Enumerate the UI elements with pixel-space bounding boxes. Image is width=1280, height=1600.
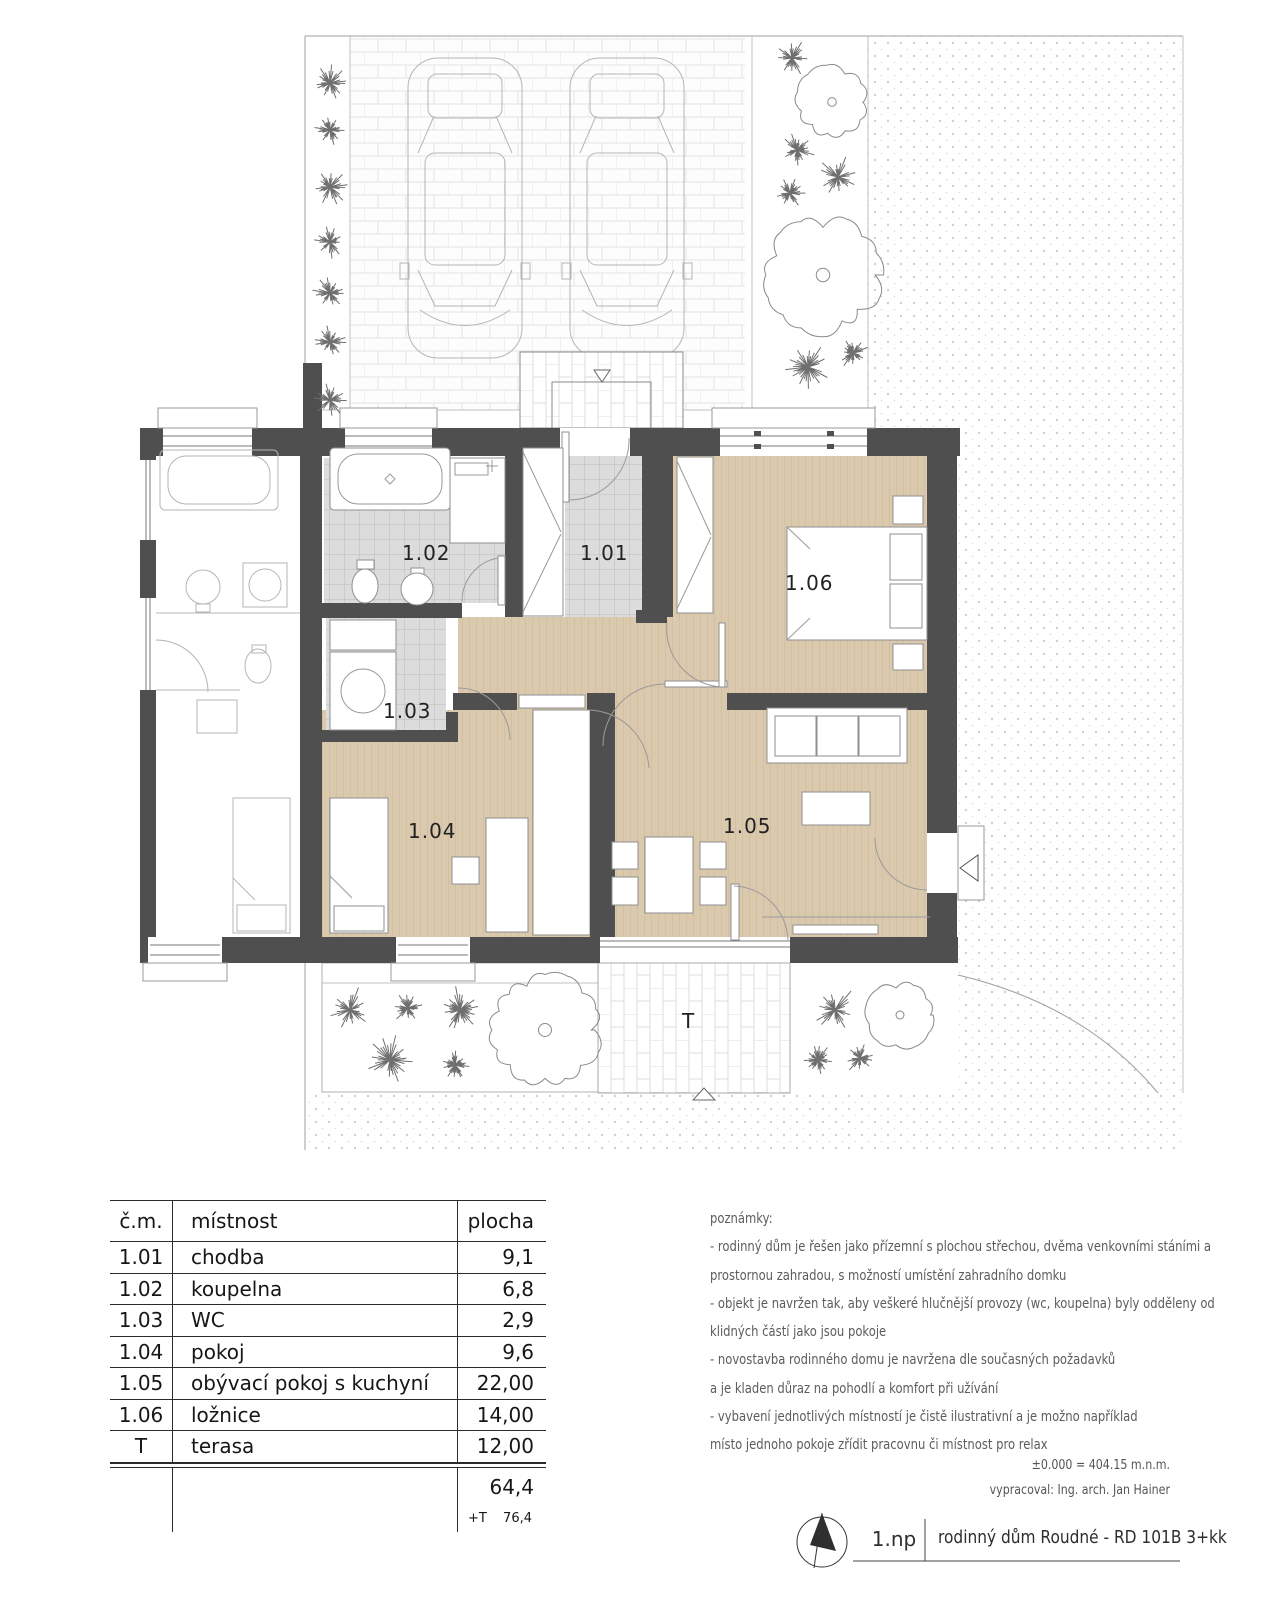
notes-line: - novostavba rodinného domu je navržena dle současných požadavků [710,1352,1116,1369]
total-area: 64,4 [489,1474,534,1499]
table-row [110,1337,546,1369]
table-row [110,1242,546,1274]
wardrobe [523,448,563,616]
bathroom-door-leaf [498,556,505,605]
bathtub [330,448,450,510]
cell-room: chodba [172,1242,458,1273]
north-arrow-icon [797,1513,847,1568]
pillow [890,534,922,580]
toilet-outline [245,649,271,683]
total-with-terrace: 76,4 [503,1511,532,1526]
notes-title: poznámky: [710,1211,773,1227]
notes-line: klidných částí jako jsou pokoje [710,1324,887,1341]
kitchen-counter [793,925,878,934]
tree-trunk-icon [816,268,829,281]
table-row [110,1400,546,1432]
tree-icon [795,64,867,137]
shrub-icon [842,341,867,366]
terrace-door-leaf [731,884,739,940]
notes-line: - vybavení jednotlivých místností je čistě ilustrativní a je možno například [710,1409,1138,1426]
nightstand [893,644,923,670]
washbasin [401,573,433,605]
notes-line: - objekt je navržen tak, aby veškeré hlučnější provozy (wc, koupelna) byly odděleny od [710,1295,1215,1312]
chair [612,842,638,869]
room-label-106: 1.06 [785,571,834,595]
cell-area: 9,6 [502,1339,534,1364]
cell-area: 9,1 [502,1245,534,1270]
shrub-icon [778,42,807,74]
cell-number: T [134,1434,148,1459]
pillow [890,584,922,628]
table-row [110,1368,546,1400]
author-credit: vypracoval: Ing. arch. Jan Hainer [989,1483,1170,1498]
cell-number: 1.02 [118,1276,164,1301]
bathroom-counter [450,458,505,543]
cell-area: 12,00 [476,1434,534,1459]
entry-walkway [520,352,683,428]
shrub-icon [315,326,346,355]
col-header-area: plocha [467,1209,534,1233]
shrub-icon [785,134,814,166]
table-row [110,1274,546,1306]
cell-area: 2,9 [502,1308,534,1333]
built-in-wardrobe [533,710,590,935]
shrub-icon [317,65,346,99]
chair [452,857,479,884]
room-label-101: 1.01 [580,541,629,565]
shrub-icon [315,118,345,145]
cell-area: 14,00 [476,1402,534,1427]
shrub-icon [313,278,344,305]
col-header-room: místnost [172,1201,458,1241]
project-title: rodinný dům Roudné - RD 101B 3+kk [938,1528,1227,1548]
notes-line: prostornou zahradou, s možností umístění zahradního domku [710,1267,1067,1284]
bathtub-outline [160,450,278,510]
desk [486,818,528,932]
nightstand [893,496,923,524]
cell-number: 1.01 [118,1245,164,1270]
floor-hall-tile [565,430,642,617]
col-header-number: č.m. [119,1209,163,1233]
wardrobe [677,457,713,613]
chair [700,842,726,869]
shrub-icon [821,157,855,193]
neighbour-unit-outlines [156,450,300,933]
cell-room: terasa [172,1431,458,1462]
room-area-table [110,1200,546,1532]
notes-line: a je kladen důraz na pohodlí a komfort při užívání [710,1380,999,1397]
total-terrace-prefix: +T [468,1511,487,1526]
room-door-leaf [519,695,585,708]
bedroom-door-leaf [719,623,725,687]
cell-room: pokoj [172,1337,458,1368]
room-label-terrace: T [682,1009,696,1033]
table-header-row [110,1200,546,1242]
shrub-icon [777,179,805,205]
cell-number: 1.03 [118,1308,164,1333]
room-label-104: 1.04 [408,819,457,843]
cell-number: 1.06 [118,1402,164,1427]
tree-trunk-icon [828,98,837,107]
cell-area: 6,8 [502,1276,534,1301]
tree-icon [764,217,884,337]
notes-line: - rodinný dům je řešen jako přízemní s plochou střechou, dvěma venkovními stáními a [710,1239,1212,1256]
notes-block [710,1205,1215,1460]
room-label-105: 1.05 [723,814,772,838]
elevation-datum: ±0.000 = 404.15 m.n.m. [1031,1458,1170,1473]
room-label-103: 1.03 [383,699,432,723]
pillow [334,906,384,931]
cell-room: koupelna [172,1274,458,1305]
cell-room: ložnice [172,1400,458,1431]
table-total-with-terrace-row [110,1506,546,1532]
chair [612,877,638,905]
cell-number: 1.04 [118,1339,164,1364]
shrub-icon [785,347,827,389]
bed-outline [233,798,290,933]
chair [700,877,726,905]
room-label-102: 1.02 [402,541,451,565]
table-row [110,1431,546,1463]
notes-line: místo jednoho pokoje zřídit pracovnu či místnost pro relax [710,1437,1048,1454]
shrub-icon [314,227,340,259]
floor-label: 1.np [871,1527,917,1551]
living-door-leaf [665,681,727,687]
table-total-row [110,1468,546,1506]
table-row [110,1305,546,1337]
cell-room: obývací pokoj s kuchyní [172,1368,458,1399]
toilet [352,569,378,603]
dining-table [645,837,693,913]
shrub-icon [316,173,348,204]
coffee-table [802,792,870,825]
cell-area: 22,00 [476,1371,534,1396]
cell-number: 1.05 [118,1371,164,1396]
cell-room: WC [172,1305,458,1336]
